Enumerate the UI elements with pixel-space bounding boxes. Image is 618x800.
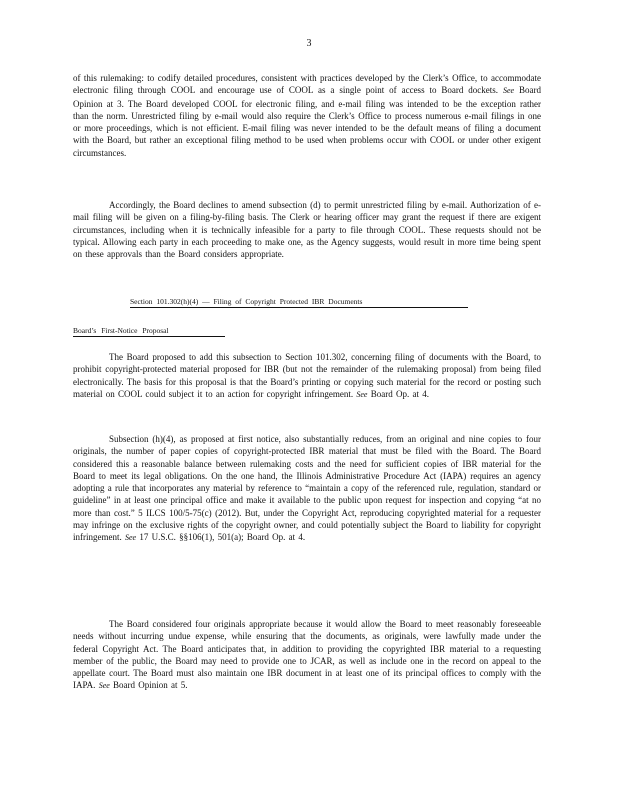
paragraph-4: Subsection (h)(4), as proposed at first notice, also substantially reduces, from an original and nine copies to four originals, the number of paper copies of copyright-protected IBR material that must be filed with the Board. The Board considered this a reasonable balance between rulemaking costs and the need for sufficient copies of IBR material for the Board to meet its legal obligations. On the one hand, the Illinois Administrative Procedure Act (IAPA) requires an agency adopting a rule that incorporates any material by reference to “maintain a copy of the referenced rule, regulation, standard or guideline” in at least one principal office and make it available to the public upon request for inspection and copying “at no more than cost.” 5 ILCS 100/5-75(c) (2012). But, under the Copyright Act, reproducing copyrighted material for a requester may infringe on the exclusive rights of the copyright owner, and could potentially subject the Board to liability for copyright infringement. See 17 U.S.C. §§106(1), 501(a); Board Op. at 4. [73, 434, 541, 543]
paragraph-2: Accordingly, the Board declines to amend subsection (d) to permit unrestricted filing by e-mail. Authorization of e-mail filing will be given on a filing-by-filing basis. The Clerk or hearing officer may grant the request if there are exigent circumstances, including when it is technically infeasible for a party to file through COOL. These requests should not be typical. Allowing each party in each proceeding to make one, as the Agency suggests, would result in more time being spent on these approvals than the Board considers appropriate. [73, 200, 541, 260]
paragraph-1: of this rulemaking: to codify detailed procedures, consistent with practices developed by the Clerk’s Office, to accommodate electronic filing through COOL and encourage use of COOL as a single point of access to Board dockets. See Board Opinion at 3. The Board developed COOL for electronic filing, and e-mail filing was intended to be the exception rather than the norm. Unrestricted filing by e-mail would also require the Clerk’s Office to process numerous e-mail filings in one or more proceedings, which is not efficient. E-mail filing was never intended to be the default means of filing a document with the Board, but rather an exceptional filing method to be used when problems occur with COOL or under other exigent circumstances. [73, 73, 542, 158]
paragraph-3: The Board proposed to add this subsection to Section 101.302, concerning filing of documents with the Board, to prohibit copyright-protected material proposed for IBR (but not the remainder of the rulemaking proposal) from being filed electronically. The basis for this proposal is that the Board’s printing or copying such material for the record or posting such material on COOL could subject it to an action for copyright infringement. See Board Op. at 4. [73, 352, 541, 399]
page-number: 3 [306, 38, 312, 49]
paragraph-5: The Board considered four originals appropriate because it would allow the Board to meet reasonably foreseeable needs without incurring undue expense, while ensuring that the documents, as originals, were lawfully made under the federal Copyright Act. The Board anticipates that, in addition to providing the copyrighted IBR material to a requesting member of the public, the Board may need to provide one to JCAR, as well as include one in the record on appeal to the appellate court. The Board must also maintain one IBR document in at least one of its principal offices to comply with the IAPA. See Board Opinion at 5. [73, 619, 541, 691]
section-heading: Section 101.302(h)(4) — Filing of Copyright Protected IBR Documents [130, 297, 468, 308]
subsection-heading: Board’s First-Notice Proposal [73, 326, 225, 337]
